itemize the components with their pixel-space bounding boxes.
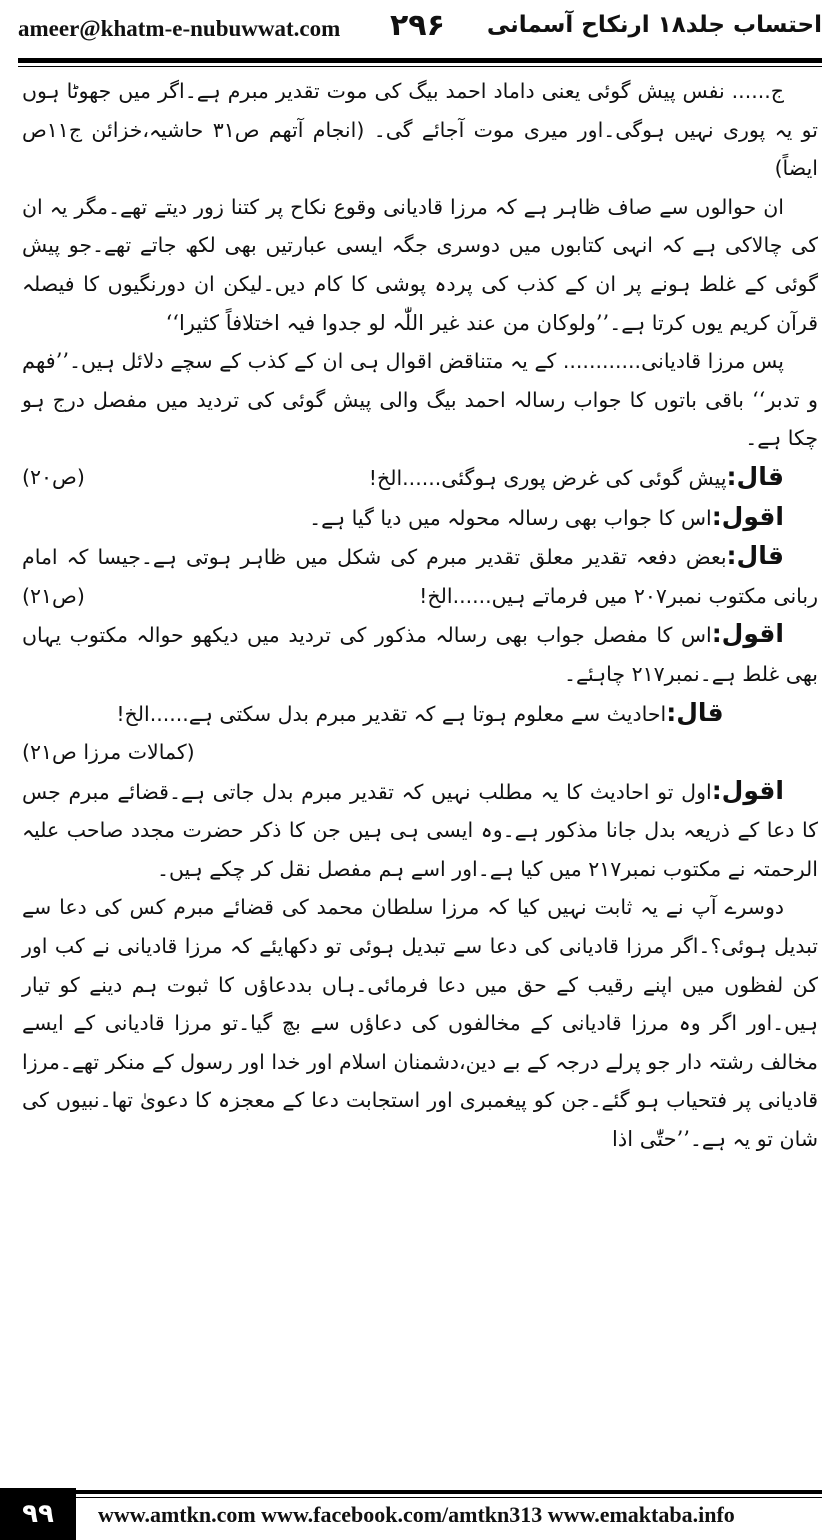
aqool-keyword: اقول: [711,501,784,531]
paragraph-4-text: دوسرے آپ نے یہ ثابت نہیں کیا کہ مرزا سلطان محمد کی قضائے مبرم کس کی دعا سے تبدیل ہوئی؟۔اگر مرزا قادیانی کی دعا سے تبدیل ہوئی تو دکھایئے کہ مرزا قادیانی نے کب اور کن لفظوں میں اپنے رقیب کے حق میں دعا فرمائی۔ہاں بددعاؤں کا ثبوت ہم دینے کو تیار ہیں۔اور اگر وہ مرزا قادیانی کے مخالفوں کی دعاؤں سے بچ گیا۔تو مرزا قادیانی کے ایسے مخالف رشتہ دار جو پرلے درجہ کے بے دین،دشمنان اسلام اور خدا اور رسول کے منکر تھے۔مرزا قادیانی پر فتحیاب ہو گئے۔جن کو پیغمبری اور استجابت دعا کے معجزہ کا دعویٰ تھا۔نبیوں کی شان تو یہ ہے۔ [22,895,818,1152]
paragraph-3-end: باقی باتوں کا جواب رسالہ احمد بیگ والی پیش گوئی کی تردید میں مفصل درج ہو چکا ہے۔ [22,387,818,451]
qal-2-text: بعض دفعہ تقدیر معلق تقدیر مبرم کی شکل میں ظاہر ہوتی ہے۔جیسا کہ امام ربانی مکتوب نمبر۲۰۷ میں فرماتے ہیں......الخ! [22,545,818,608]
footer-links[interactable]: www.amtkn.com www.facebook.com/amtkn313 www.emaktaba.info [98,1502,735,1527]
paragraph-2-text: ان حوالوں سے صاف ظاہر ہے کہ مرزا قادیانی وقوع نکاح پر کتنا زور دیتے تھے۔مگر یہ ان کی چالاکی ہے کہ انہی کتابوں میں دوسری جگہ ایسی عبارتیں بھی لکھ جاتے تھے۔جو پیش گوئی کے غلط ہونے پر ان کے کذب کی پردہ پوشی کا کام دیں۔لیکن ان دورنگیوں کا فیصلہ قرآن کریم یوں کرتا ہے۔ [22,194,818,335]
paragraph-2 [22,188,818,342]
header-rule-thick [18,58,822,63]
paragraph-1-reference: (انجام آتھم ص۳۱ حاشیہ،خزائن ج۱۱ص ایضاً) [22,117,818,181]
paragraph-3 [22,342,818,458]
closing-verse: ’’حتّٰی اذا [612,1127,690,1152]
paragraph-1-text: ج...... نفس پیش گوئی یعنی داماد احمد بیگ کی موت تقدیر مبرم ہے۔اگر میں جھوٹا ہوں تو یہ پوری نہیں ہوگی۔اور میری موت آجائے گی۔ [22,79,818,142]
qal-2 [22,537,818,615]
qal-3-text: احادیث سے معلوم ہوتا ہے کہ تقدیر مبرم بدل سکتی ہے......الخ! [116,701,667,726]
footer-rule-thick [76,1490,822,1494]
footer-page-number: ۹۹ [0,1488,76,1540]
quran-verse: ’’ولوکان من عند غیر اللّٰہ لو جدوا فیہ اختلافاً کثیرا‘‘ [165,310,610,335]
qal-1-text: پیش گوئی کی غرض پوری ہوگئی......الخ! [368,465,727,490]
qal-keyword: قال: [726,461,784,491]
paragraph-3-text: پس مرزا قادیانی............ کے یہ متناقض اقوال ہی ان کے کذب کے سچے دلائل ہیں۔ [69,349,784,374]
qal-2-reference: (ص۲۱) [22,583,85,608]
aqool-2-text: اس کا مفصل جواب بھی رسالہ مذکور کی تردید میں دیکھو حوالہ مکتوب یہاں بھی غلط ہے۔نمبر۲۱۷ چاہئے۔ [22,623,818,686]
page-footer [0,1488,840,1540]
header-rule-thin [18,66,822,67]
quoted-book-title: ’’فھم و تدبر‘‘ [22,349,818,412]
paragraph-1 [22,72,818,188]
aqool-1-text: اس کا جواب بھی رسالہ محولہ میں دیا گیا ہے۔ [309,505,712,530]
header-page-number: ۲۹۶ [390,8,445,43]
aqool-1 [22,498,818,538]
aqool-3-text: اول تو احادیث کا یہ مطلب نہیں کہ تقدیر مبرم بدل جاتی ہے۔قضائے مبرم جس کا دعا کے ذریعہ بدل جانا مذکور ہے۔وہ ایسی ہی ہیں جن کا ذکر حضرت مجدد صاحب علیہ الرحمتہ نے مکتوب نمبر۲۱۷ میں کیا ہے۔اور اسے ہم مفصل نقل کر چکے ہیں۔ [22,779,818,881]
qal-3 [22,694,818,734]
qal-1 [22,458,818,498]
aqool-keyword: اقول: [711,775,784,805]
page-body [22,72,818,1462]
page-header [18,0,822,56]
header-email[interactable]: ameer@khatm-e-nubuwwat.com [18,16,341,41]
qal-keyword: قال: [666,697,724,727]
aqool-3 [22,772,818,889]
footer-rule-thin [76,1497,822,1498]
qal-1-reference: (ص۲۰) [22,464,85,489]
qal-keyword: قال: [726,541,784,571]
aqool-keyword: اقول: [711,619,784,649]
paragraph-4 [22,888,818,1158]
aqool-2 [22,615,818,693]
header-title: احتساب جلد۱۸ ارنکاح آسمانی [486,12,822,38]
qal-3-reference: (کمالات مرزا ص۲۱) [22,740,195,765]
